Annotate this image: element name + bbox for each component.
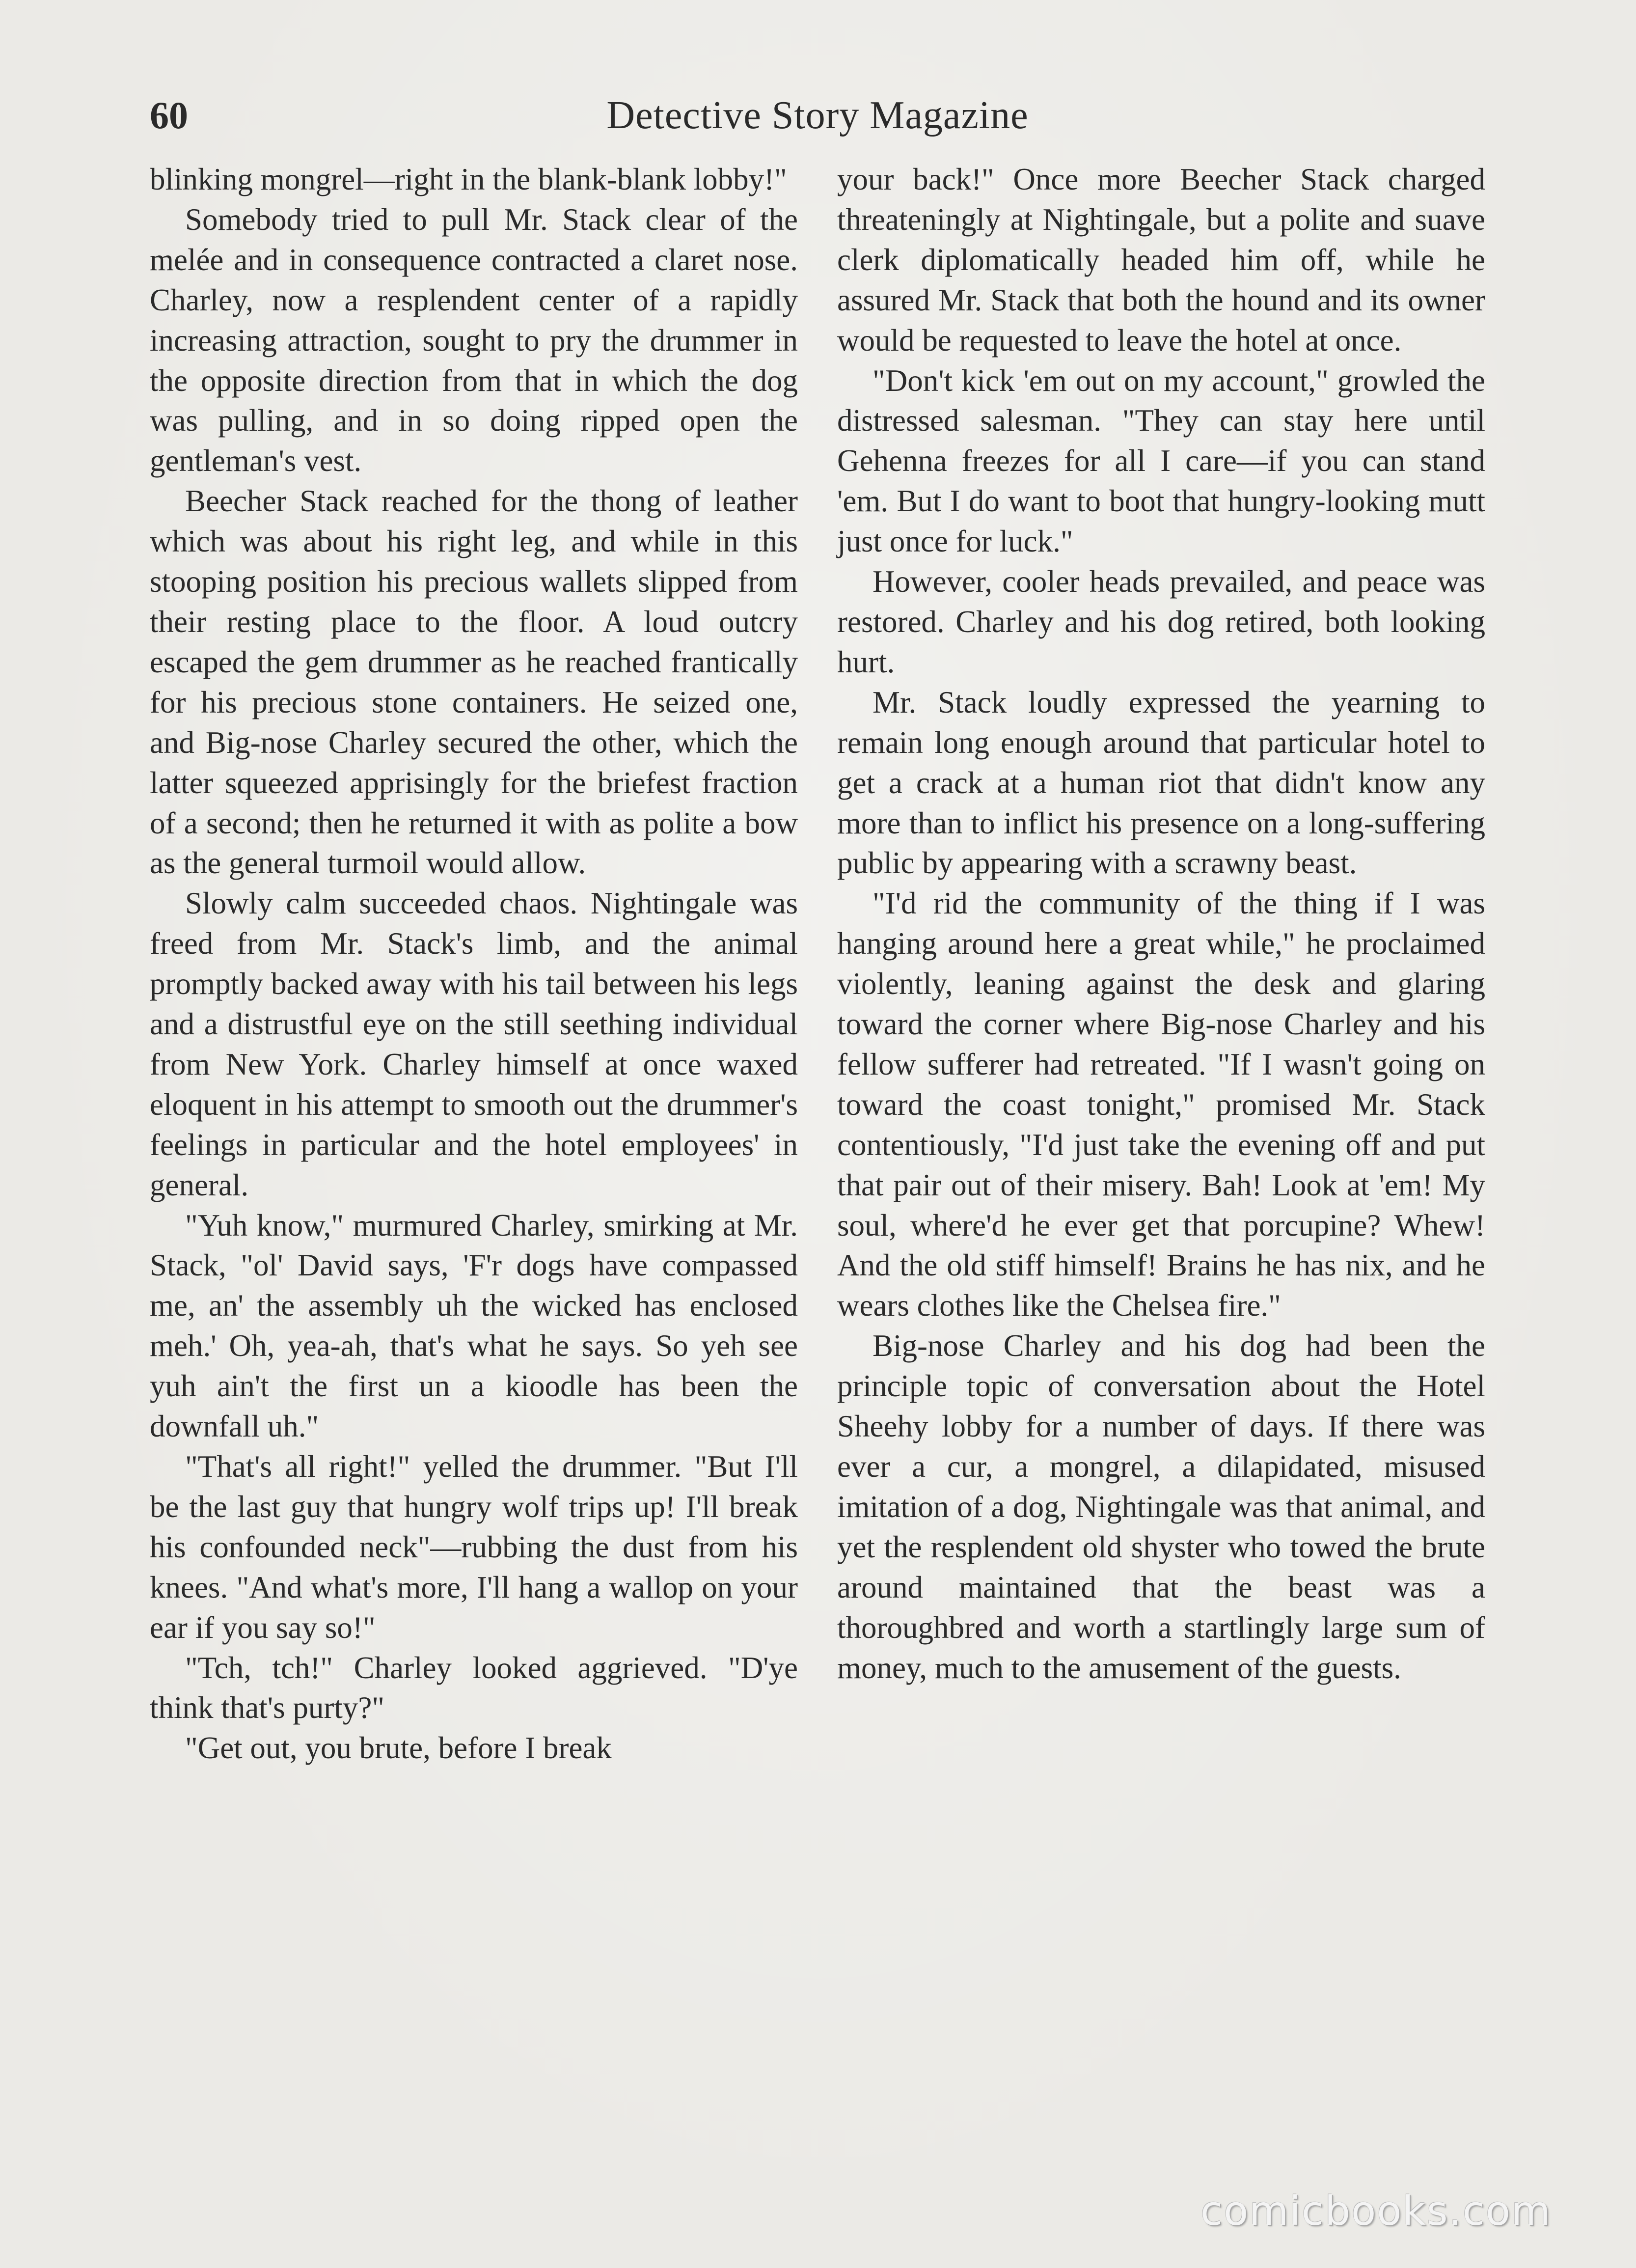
paragraph: Mr. Stack loudly expressed the yearning to remain long enough around that particular hotel to get a crack at a human riot that didn't know any more than to inflict his presence on a long-suffering public by appearing with a scrawny beast. [837,685,1485,881]
paragraph: Big-nose Charley and his dog had been the principle topic of conversation about the Hotel Sheehy lobby for a number of days. If there was ever a cur, a mongrel, a dilapidated, misused imitation of a dog, Nightingale was that animal, and yet the resplendent old shyster who towed the brute around maintained that the beast was a thoroughbred and worth a startlingly large sum of money, much to the amusement of the guests. [837,1328,1485,1685]
right-column [837,160,1485,1688]
paragraph: Beecher Stack reached for the thong of leather which was about his right leg, and while in this stooping position his precious wallets slipped from their resting place to the floor. A loud outcry escaped the gem drummer as he reached frantically for his precious stone containers. He seized one, and Big-nose Charley secured the other, which the latter squeezed apprisingly for the briefest fraction of a second; then he returned it with as polite a bow as the general turmoil would allow. [150,484,798,881]
paragraph: Somebody tried to pull Mr. Stack clear of the melée and in consequence contracted a claret nose. Charley, now a resplendent center of a rapidly increasing attraction, sought to pry the drummer in the opposite direction from that in which the dog was pulling, and in so doing ripped open the gentleman's vest. [150,202,798,478]
page-number: 60 [150,94,188,137]
page-header [150,83,1485,147]
paragraph: "I'd rid the community of the thing if I was hanging around here a great while," he proclaimed violently, leaning against the desk and glaring toward the corner where Big-nose Charley and his fellow sufferer had retreated. "If I wasn't going on toward the coast tonight," promised Mr. Stack contentiously, "I'd just take the evening off and put that pair out of their misery. Bah! Look at 'em! My soul, where'd he ever get that porcupine? Whew! And the old stiff himself! Brains he has nix, and he wears clothes like the Chelsea fire." [837,886,1485,1323]
watermark: comicbooks.com [1200,2188,1552,2235]
paragraph: your back!" Once more Beecher Stack charged threateningly at Nightingale, but a polite and suave clerk diplomatically headed him off, while he assured Mr. Stack that both the hound and its owner would be requested to leave the hotel at once. [837,162,1485,358]
running-title: Detective Story Magazine [606,94,1029,137]
paragraph: "Tch, tch!" Charley looked aggrieved. "D'ye think that's purty?" [150,1650,798,1725]
paragraph: "Get out, you brute, before I break [185,1731,612,1766]
left-column [150,160,798,1769]
paragraph: "Yuh know," murmured Charley, smirking at Mr. Stack, "ol' David says, 'F'r dogs have compassed me, an' the assembly uh the wicked has enclosed meh.' Oh, yea-ah, that's what he says. So yeh see yuh ain't the first un a kioodle has been the downfall uh." [150,1208,798,1444]
paragraph: "That's all right!" yelled the drummer. "But I'll be the last guy that hungry wolf trips up! I'll break his confounded neck"—rubbing the dust from his knees. "And what's more, I'll hang a wallop on your ear if you say so!" [150,1449,798,1645]
paragraph: blinking mongrel—right in the blank-blank lobby!" [150,162,787,196]
paragraph: "Don't kick 'em out on my account," growled the distressed salesman. "They can stay here until Gehenna freezes for all I care—if you can stand 'em. But I do want to boot that hungry-looking mutt just once for luck." [837,363,1485,559]
paragraph: However, cooler heads prevailed, and peace was restored. Charley and his dog retired, both looking hurt. [837,564,1485,679]
paragraph: Slowly calm succeeded chaos. Nightingale was freed from Mr. Stack's limb, and the animal promptly backed away with his tail between his legs and a distrustful eye on the still seething individual from New York. Charley himself at once waxed eloquent in his attempt to smooth out the drummer's feelings in particular and the hotel employees' in general. [150,886,798,1202]
